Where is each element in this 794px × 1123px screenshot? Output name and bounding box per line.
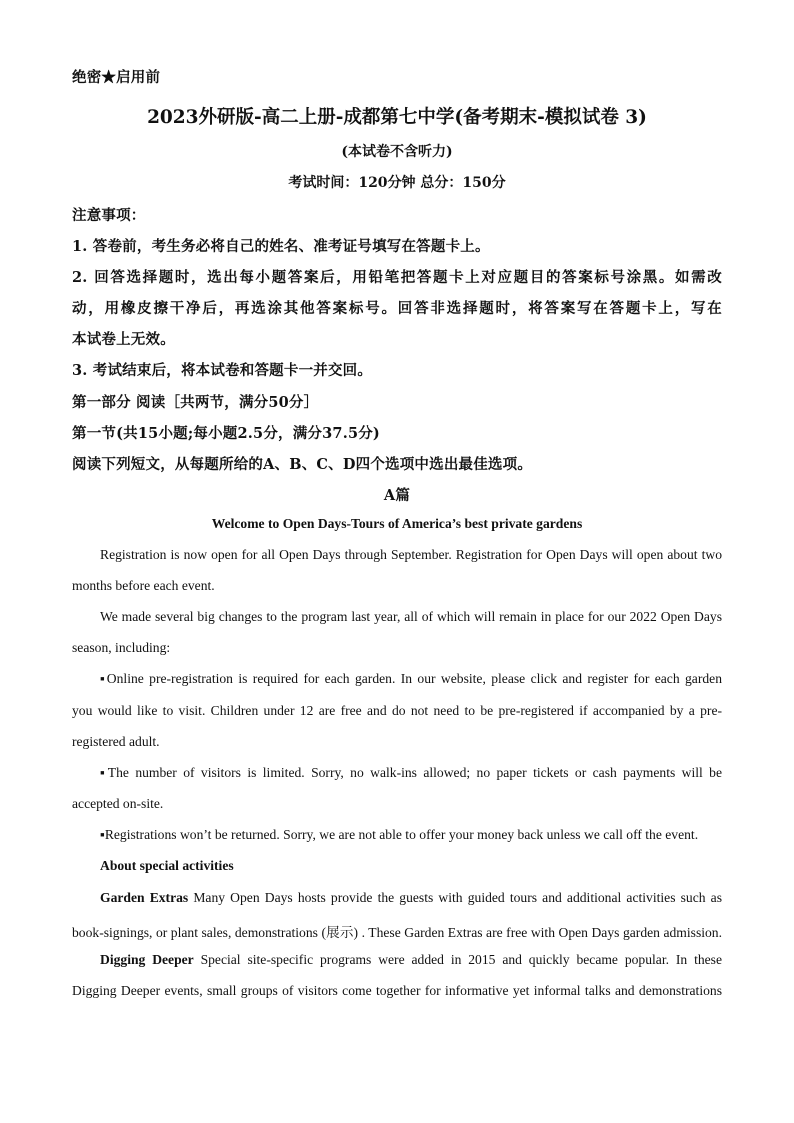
special-activities-heading: About special activities: [100, 858, 234, 873]
digging-deeper-term: Digging Deeper: [100, 952, 194, 967]
note-2-line-2: 动，用橡皮擦干净后，再选涂其他答案标号。回答非选择题时，将答案写在答题卡上，写在: [72, 300, 722, 317]
exam-title: 2023外研版-高二上册-成都第七中学(备考期末-模拟试卷 3): [147, 107, 647, 128]
garden-extras-term: Garden Extras: [100, 890, 189, 905]
bullet-1-line-3: registered adult.: [72, 734, 160, 749]
exam-time-score: 考试时间：120分钟 总分：150分: [288, 175, 506, 191]
digging-deeper-line-1: [72, 952, 722, 968]
passage-title: Welcome to Open Days-Tours of America’s best private gardens: [211, 516, 583, 531]
bullet-1-line-1: ▪Online pre-registration is required for each garden. In our website, please click and register for each garden: [100, 671, 722, 686]
reading-instruction: 阅读下列短文，从每题所给的A、B、C、D四个选项中选出最佳选项。: [72, 456, 533, 473]
garden-extras-text: Many Open Days hosts provide the guests with guided tours and additional activities such as: [188, 890, 722, 905]
bullet-3: ▪Registrations won’t be returned. Sorry, we are not able to offer your money back unless we call off the event.: [100, 827, 699, 842]
section-1-heading: 第一节(共15小题;每小题2.5分，满分37.5分): [72, 425, 380, 442]
note-3: 3. 考试结束后，将本试卷和答题卡一并交回。: [72, 362, 373, 379]
garden-extras-line-2: book-signings, or plant sales, demonstrations (展示) . These Garden Extras are free with Open Days garden admission.: [72, 925, 722, 940]
paragraph-1-line-2: months before each event.: [72, 578, 215, 593]
paragraph-2-line-1: We made several big changes to the program last year, all of which will remain in place for our 2022 Open Days: [100, 609, 722, 624]
notes-heading: 注意事项：: [72, 207, 146, 224]
bullet-2-line-2: accepted on-site.: [72, 796, 164, 811]
paragraph-2-line-2: season, including:: [72, 640, 171, 655]
exam-subtitle: (本试卷不含听力): [341, 144, 453, 160]
bullet-2-line-1: ▪The number of visitors is limited. Sorry, no walk-ins allowed; no paper tickets or cash payments will be: [100, 765, 722, 780]
paragraph-1-line-1: Registration is now open for all Open Days through September. Registration for Open Days will open about two: [100, 547, 722, 562]
note-1: 1. 答卷前，考生务必将自己的姓名、准考证号填写在答题卡上。: [72, 238, 490, 255]
confidential-label: 绝密★启用前: [72, 69, 161, 86]
note-2-line-1: 2. 回答选择题时，选出每小题答案后，用铅笔把答题卡上对应题目的答案标号涂黑。如需改: [72, 269, 722, 286]
part-1-heading: 第一部分 阅读［共两节，满分50分］: [72, 394, 319, 411]
note-2-line-3: 本试卷上无效。: [72, 331, 175, 348]
digging-deeper-text: Special site-specific programs were added in 2015 and quickly became popular. In these: [193, 952, 722, 967]
garden-extras-line-1: [72, 890, 722, 906]
passage-label: A篇: [383, 487, 411, 504]
bullet-1-line-2: you would like to visit. Children under 12 are free and do not need to be pre-registered if accompanied by a pre-: [72, 703, 722, 718]
digging-deeper-line-2: Digging Deeper events, small groups of visitors come together for informative yet informal talks and demonstrations: [72, 983, 722, 998]
